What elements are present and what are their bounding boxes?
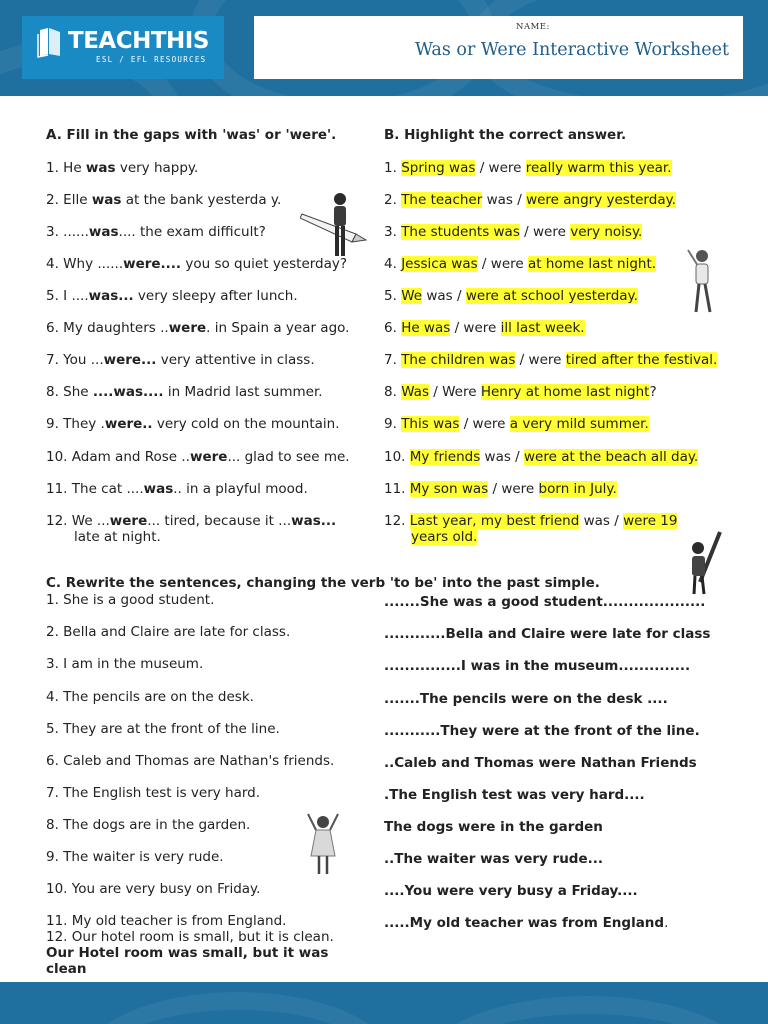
- logo-title: TEACHTHIS: [68, 28, 209, 54]
- item-number: 3.: [384, 224, 397, 240]
- section-c-answer: [384, 819, 603, 835]
- highlighted-answer: really warm this year.: [525, 160, 672, 176]
- highlighted-answer: very noisy.: [570, 224, 643, 240]
- item-number: 8.: [384, 384, 397, 400]
- section-a-item: [46, 481, 308, 497]
- highlighted-answer: years old.: [411, 529, 478, 545]
- section-c-question: 7. The English test is very hard.: [46, 785, 261, 801]
- section-c-item-12-question: 12. Our hotel room is small, but it is clean.: [46, 929, 334, 945]
- choice-separator: / were: [475, 160, 526, 176]
- section-c-question: 2. Bella and Claire are late for class.: [46, 624, 291, 640]
- highlighted-answer: were 19: [623, 513, 678, 529]
- highlighted-answer: ill last week.: [500, 320, 585, 336]
- section-b-item: [384, 352, 717, 368]
- highlighted-answer: This was: [401, 416, 460, 432]
- item-number: 10.: [384, 449, 406, 465]
- highlighted-answer: Jessica was: [401, 256, 478, 272]
- section-b-item: [384, 481, 617, 497]
- answer-word: were....: [123, 256, 182, 272]
- section-a-item: [46, 192, 281, 208]
- highlighted-answer: were at school yesterday.: [465, 288, 638, 304]
- item-text: 3. ......: [46, 224, 89, 240]
- logo: [22, 16, 224, 79]
- item-number: 7.: [384, 352, 397, 368]
- highlighted-answer: Last year, my best friend: [409, 513, 580, 529]
- answer-word: ....was....: [92, 384, 164, 400]
- name-label: NAME:: [516, 22, 550, 32]
- item-text: at the bank yesterda y.: [121, 192, 282, 208]
- section-c-question: 6. Caleb and Thomas are Nathan's friends.: [46, 753, 335, 769]
- choice-separator: / were: [519, 224, 571, 240]
- answer-tail: .: [664, 915, 669, 931]
- item-text: .. in a playful mood.: [173, 481, 308, 497]
- section-c-question: 5. They are at the front of the line.: [46, 721, 280, 737]
- section-b-item: [384, 256, 656, 272]
- item-text: 12. We ...: [46, 513, 110, 529]
- answer-text: ...............I was in the museum..............: [384, 658, 691, 674]
- section-c-answer: [384, 851, 603, 867]
- section-b-item: [384, 449, 698, 465]
- choice-separator: / were: [488, 481, 539, 497]
- answer-word: were: [168, 320, 207, 336]
- section-a-item: [46, 416, 340, 432]
- answer-text: .The English test was very hard....: [384, 787, 645, 803]
- section-c-answer: [384, 755, 697, 771]
- item-text: 2. Elle: [46, 192, 92, 208]
- answer-word: was: [85, 160, 116, 176]
- section-a-item: [46, 352, 315, 368]
- section-c-answer: [384, 594, 705, 610]
- choice-separator: / were: [459, 416, 510, 432]
- highlighted-answer: We: [401, 288, 423, 304]
- section-a-item: [46, 160, 198, 176]
- section-a-item: [46, 384, 323, 400]
- answer-text: .......She was a good student....................: [384, 594, 706, 610]
- section-c-answer: [384, 883, 638, 899]
- section-b-item: [384, 384, 657, 400]
- answer-text: ...........They were at the front of the line.: [384, 723, 700, 739]
- section-a-item: [46, 320, 349, 336]
- section-c-answer: [384, 787, 645, 803]
- item-number: 11.: [384, 481, 406, 497]
- item-text: 1. He: [46, 160, 86, 176]
- answer-text: ............Bella and Claire were late for class: [384, 626, 711, 642]
- answer-word: was...: [88, 288, 134, 304]
- section-c-answer: [384, 658, 690, 674]
- answer-text: Our Hotel room was small, but it was clean: [46, 945, 329, 977]
- highlighted-answer: tired after the festival.: [565, 352, 718, 368]
- choice-separator: was /: [422, 288, 466, 304]
- section-c-question: 3. I am in the museum.: [46, 656, 204, 672]
- section-b-item-continuation: [411, 529, 477, 545]
- highlighted-answer: The teacher: [401, 192, 483, 208]
- item-number: 2.: [384, 192, 397, 208]
- answer-text: .......The pencils were on the desk ....: [384, 691, 668, 707]
- answer-word: was...: [291, 513, 337, 529]
- highlighted-answer: at home last night.: [527, 256, 657, 272]
- answer-text: ....You were very busy a Friday....: [384, 883, 638, 899]
- item-text: very sleepy after lunch.: [133, 288, 298, 304]
- answer-text: ..Caleb and Thomas were Nathan Friends: [384, 755, 697, 771]
- section-a-heading: A. Fill in the gaps with 'was' or 'were'.: [46, 127, 337, 143]
- highlighted-answer: were at the beach all day.: [524, 449, 699, 465]
- item-text: ... glad to see me.: [227, 449, 350, 465]
- item-text: 11. The cat ....: [46, 481, 144, 497]
- item-text: ?: [649, 384, 657, 400]
- item-text: in Madrid last summer.: [163, 384, 323, 400]
- footer-band: [0, 982, 768, 1024]
- section-c-question: 1. She is a good student.: [46, 592, 215, 608]
- section-c-heading: C. Rewrite the sentences, changing the verb 'to be' into the past simple.: [46, 575, 600, 591]
- item-text: . in Spain a year ago.: [206, 320, 350, 336]
- item-number: 9.: [384, 416, 397, 432]
- girl-cheering-figure: [304, 810, 342, 876]
- answer-text: The dogs were in the garden: [384, 819, 603, 835]
- section-b-item: [384, 160, 672, 176]
- choice-separator: / were: [515, 352, 566, 368]
- item-text: 6. My daughters ..: [46, 320, 169, 336]
- answer-word: was: [143, 481, 174, 497]
- section-b-heading: B. Highlight the correct answer.: [384, 127, 627, 143]
- item-number: 1.: [384, 160, 397, 176]
- choice-separator: / were: [450, 320, 501, 336]
- choice-separator: was /: [579, 513, 624, 529]
- item-text: .... the exam difficult?: [118, 224, 266, 240]
- section-b-item: [384, 192, 676, 208]
- section-b-item: [384, 416, 649, 432]
- highlighted-answer: Was: [401, 384, 429, 400]
- highlighted-answer: Spring was: [401, 160, 476, 176]
- section-a-item: [46, 224, 266, 240]
- answer-word: were..: [104, 416, 153, 432]
- answer-text: ..The waiter was very rude...: [384, 851, 604, 867]
- answer-word: were: [189, 449, 228, 465]
- item-text: ... tired, because it ...: [147, 513, 292, 529]
- section-c-question: 10. You are very busy on Friday.: [46, 881, 261, 897]
- girl-pointing-figure: [684, 246, 720, 316]
- section-b-item: [384, 288, 638, 304]
- section-c-question: 11. My old teacher is from England.: [46, 913, 287, 929]
- section-b-item: [384, 320, 585, 336]
- item-number: 5.: [384, 288, 397, 304]
- section-c-answer: [384, 691, 668, 707]
- section-b-item: [384, 224, 642, 240]
- answer-word: were...: [103, 352, 157, 368]
- choice-separator: was /: [480, 449, 525, 465]
- section-c-question: 8. The dogs are in the garden.: [46, 817, 251, 833]
- name-box: [254, 16, 743, 79]
- highlighted-answer: a very mild summer.: [509, 416, 649, 432]
- section-a-item-continuation: late at night.: [74, 529, 161, 545]
- item-text: very happy.: [115, 160, 199, 176]
- item-number: 12.: [384, 513, 406, 529]
- highlighted-answer: Henry at home last night: [480, 384, 650, 400]
- highlighted-answer: were angry yesterday.: [526, 192, 676, 208]
- section-b-item: [384, 513, 677, 529]
- section-a-item: [46, 288, 298, 304]
- highlighted-answer: He was: [401, 320, 451, 336]
- item-text: very cold on the mountain.: [152, 416, 340, 432]
- item-text: 8. She: [46, 384, 93, 400]
- item-text: you so quiet yesterday?: [181, 256, 348, 272]
- item-number: 6.: [384, 320, 397, 336]
- answer-word: was: [91, 192, 122, 208]
- item-text: 5. I ....: [46, 288, 89, 304]
- answer-word: were: [109, 513, 148, 529]
- item-text: 10. Adam and Rose ..: [46, 449, 190, 465]
- section-c-item-12-answer: [46, 945, 366, 977]
- section-c-answer: [384, 723, 700, 739]
- book-logo-icon: [36, 26, 64, 58]
- boy-with-pencil-figure: [300, 190, 372, 260]
- section-a-item: [46, 513, 336, 529]
- section-a-item: [46, 449, 350, 465]
- answer-word: was: [88, 224, 119, 240]
- choice-separator: / Were: [428, 384, 481, 400]
- highlighted-answer: My son was: [409, 481, 489, 497]
- item-text: 7. You ...: [46, 352, 104, 368]
- logo-subtitle: ESL / EFL RESOURCES: [96, 55, 207, 64]
- highlighted-answer: The students was: [401, 224, 520, 240]
- highlighted-answer: My friends: [409, 449, 481, 465]
- choice-separator: was /: [482, 192, 527, 208]
- choice-separator: / were: [477, 256, 528, 272]
- item-number: 4.: [384, 256, 397, 272]
- highlighted-answer: born in July.: [538, 481, 617, 497]
- worksheet-title: Was or Were Interactive Worksheet: [414, 40, 729, 60]
- section-c-answer: [384, 915, 668, 931]
- item-text: very attentive in class.: [156, 352, 315, 368]
- highlighted-answer: The children was: [401, 352, 516, 368]
- item-text: 9. They .: [46, 416, 105, 432]
- boy-holding-pen-figure: [684, 530, 724, 598]
- answer-text: .....My old teacher was from England: [384, 915, 665, 931]
- section-c-question: 9. The waiter is very rude.: [46, 849, 224, 865]
- section-c-question: 4. The pencils are on the desk.: [46, 689, 254, 705]
- section-c-answer: [384, 626, 710, 642]
- item-text: 4. Why ......: [46, 256, 124, 272]
